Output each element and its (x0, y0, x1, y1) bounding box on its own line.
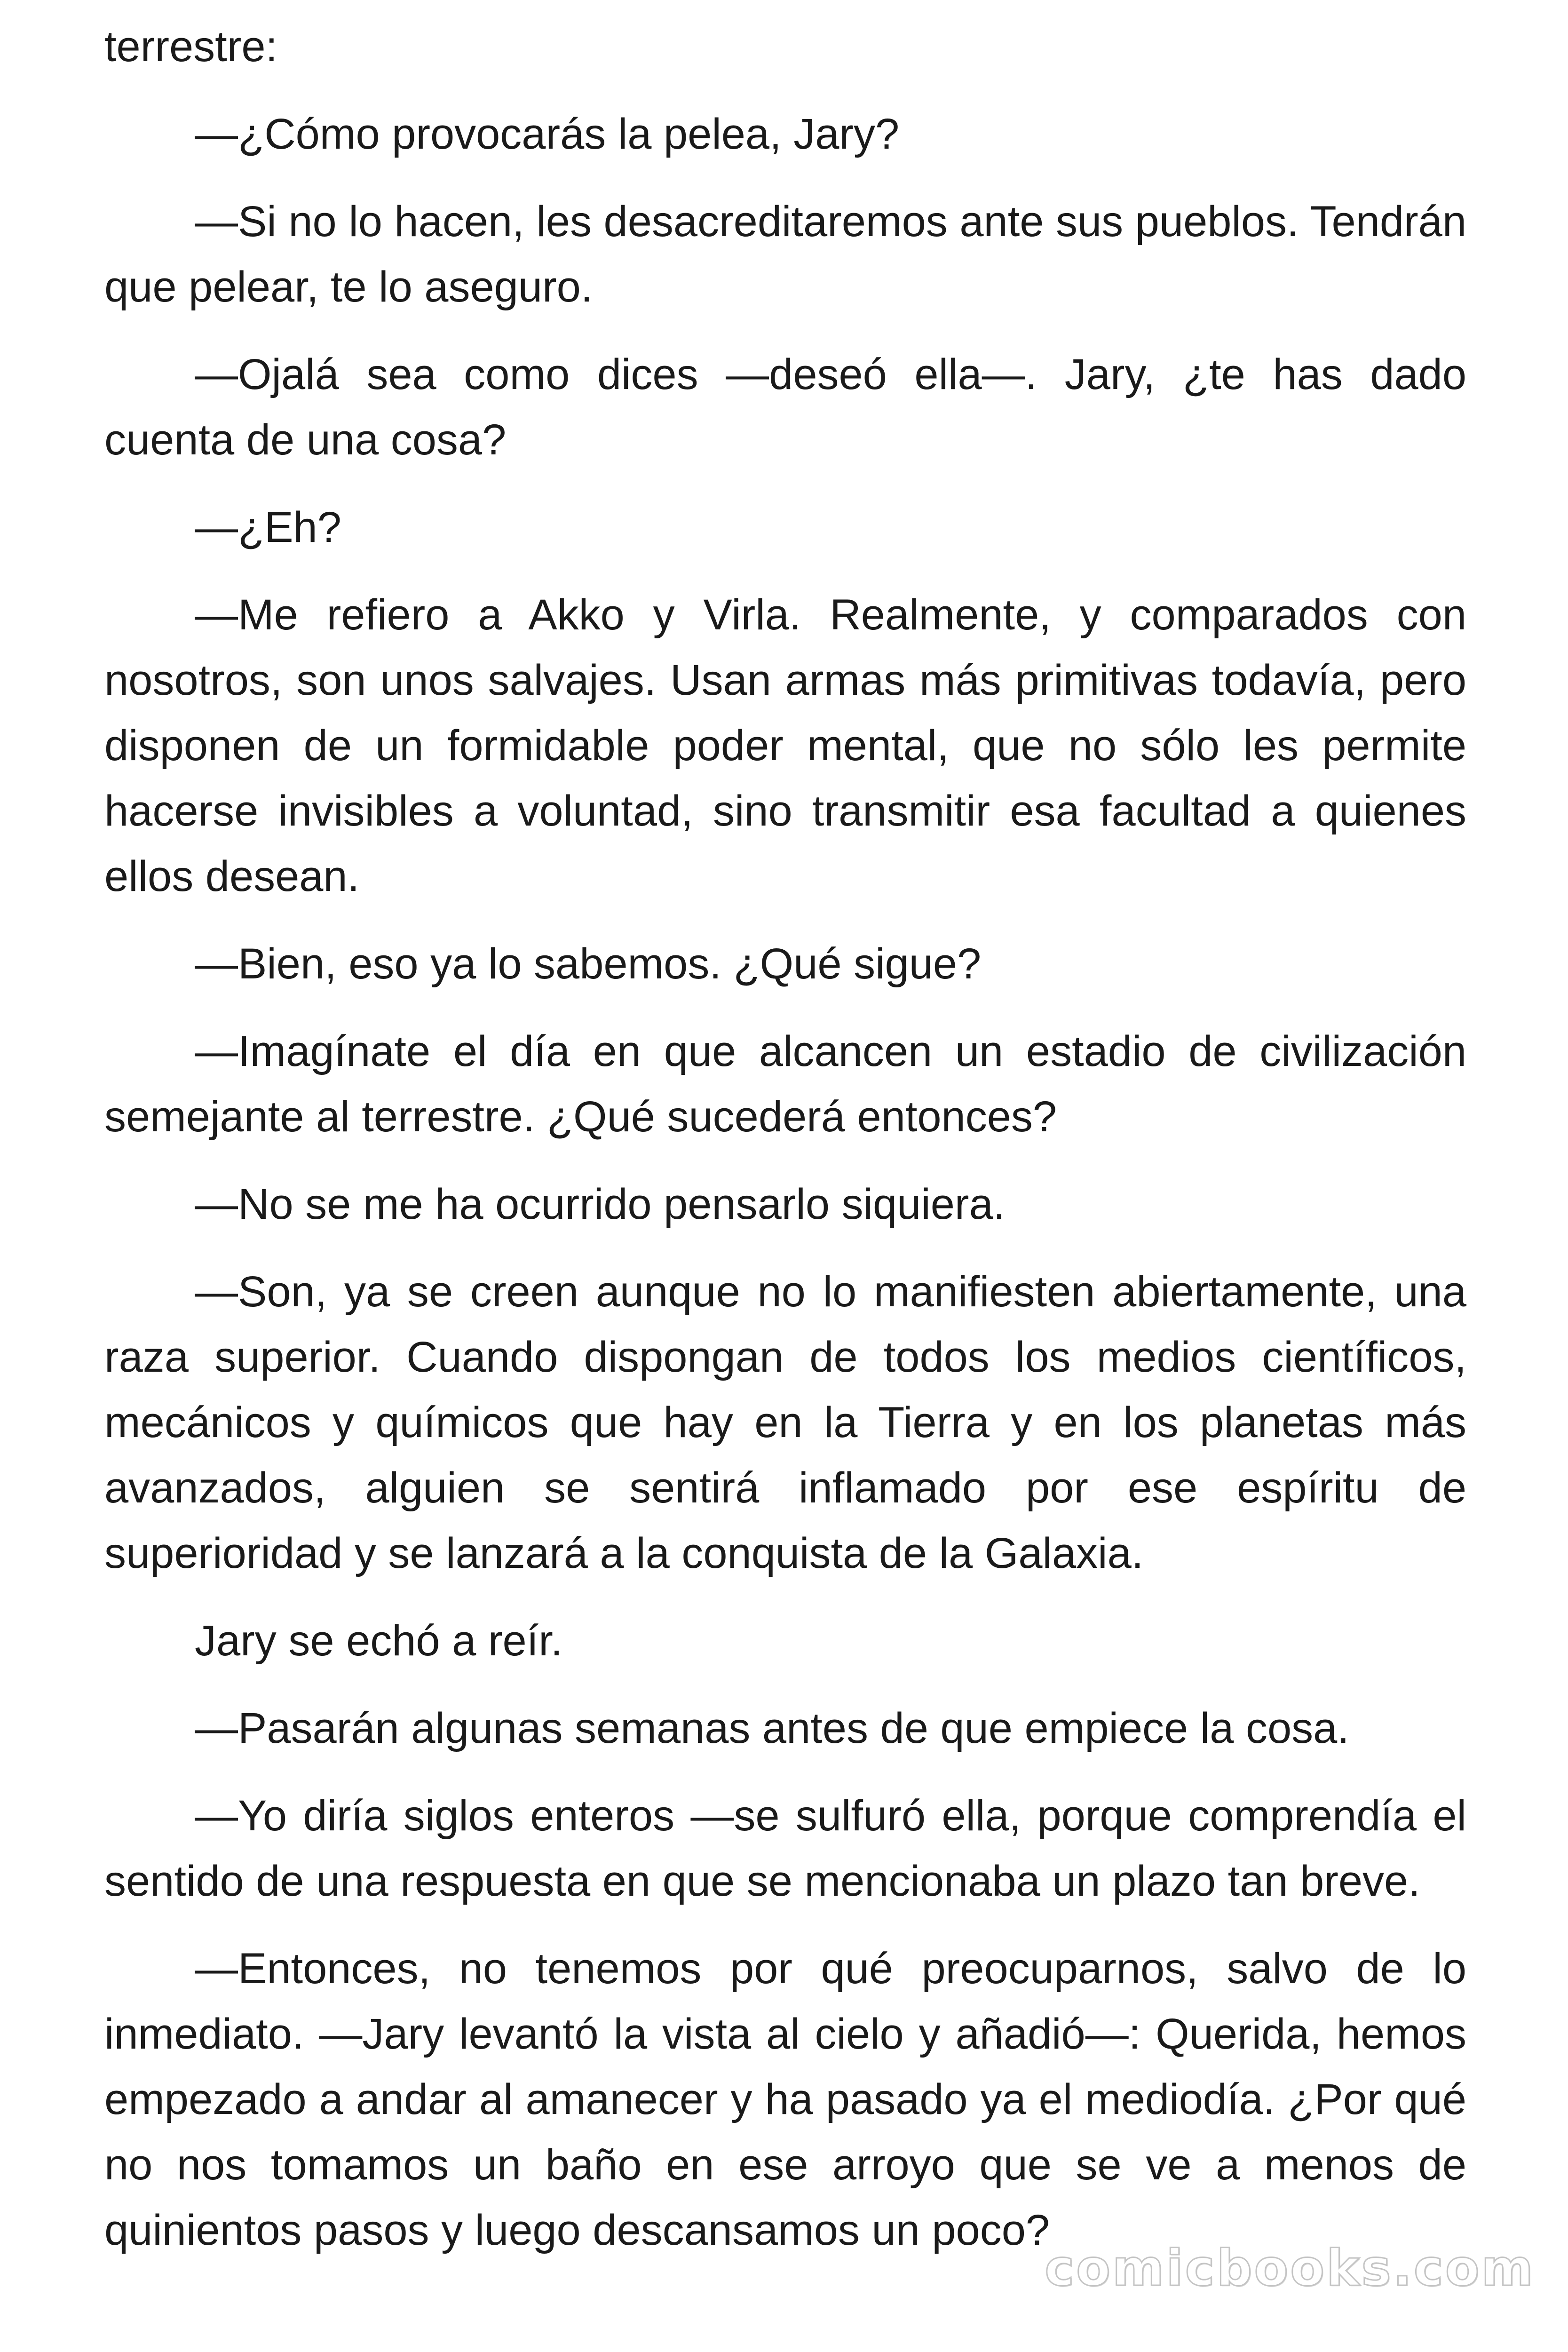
paragraph-13: —Yo diría siglos enteros —se sulfuró ella, porque comprendía el sentido de una respuesta en que se mencionaba un plazo tan breve. (104, 1792, 1466, 1905)
paragraph-4: —Ojalá sea como dices —deseó ella—. Jary, ¿te has dado cuenta de una cosa? (104, 350, 1466, 464)
watermark: comicbooks.com (1045, 2239, 1535, 2297)
paragraph-7: —Bien, eso ya lo sabemos. ¿Qué sigue? (195, 940, 982, 988)
paragraph-9: —No se me ha ocurrido pensarlo siquiera. (195, 1180, 1006, 1228)
paragraph-11: Jary se echó a reír. (195, 1617, 563, 1665)
paragraph-2: —¿Cómo provocarás la pelea, Jary? (195, 110, 900, 158)
paragraph-14: —Entonces, no tenemos por qué preocuparnos, salvo de lo inmediato. —Jary levantó la vista al cielo y añadió—: Querida, hemos empezado a andar al amanecer y ha pasado ya el mediodía. ¿Por qué no nos tomamos un baño en ese arroyo que se ve a menos de quinientos pasos y luego descansamos un poco? (104, 1945, 1466, 2254)
paragraph-6: —Me refiero a Akko y Virla. Realmente, y comparados con nosotros, son unos salvajes. Usan armas más primitivas todavía, pero disponen de un formidable poder mental, que no sólo les permite hacerse invisibles a voluntad, sino transmitir esa facultad a quienes ellos desean. (104, 591, 1466, 900)
paragraph-1: terrestre: (104, 23, 278, 71)
page-text (104, 14, 1466, 2285)
paragraph-3: —Si no lo hacen, les desacreditaremos ante sus pueblos. Tendrán que pelear, te lo aseguro. (104, 198, 1466, 311)
paragraph-5: —¿Eh? (195, 503, 341, 551)
paragraph-8: —Imagínate el día en que alcancen un estadio de civilización semejante al terrestre. ¿Qué sucederá entonces? (104, 1027, 1466, 1141)
paragraph-10: —Son, ya se creen aunque no lo manifiesten abiertamente, una raza superior. Cuando dispongan de todos los medios científicos, mecánicos y químicos que hay en la Tierra y en los planetas más avanzados, alguien se sentirá inflamado por ese espíritu de superioridad y se lanzará a la conquista de la Galaxia. (104, 1268, 1466, 1577)
paragraph-12: —Pasarán algunas semanas antes de que empiece la cosa. (195, 1704, 1349, 1752)
